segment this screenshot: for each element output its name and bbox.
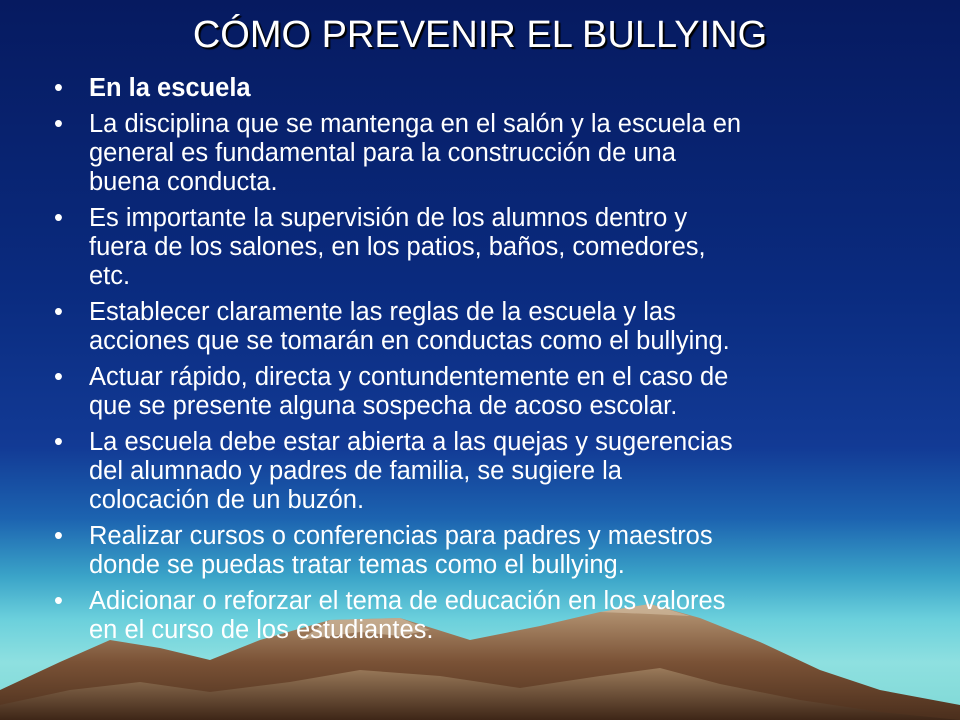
bullet-item xyxy=(54,522,934,580)
bullet-dot: • xyxy=(54,522,63,550)
slide-title: CÓMO PREVENIR EL BULLYING xyxy=(192,14,768,56)
bullet-dot: • xyxy=(54,204,63,232)
bullet-item xyxy=(54,298,934,356)
bullet-item xyxy=(54,428,934,515)
bullet-item xyxy=(54,363,934,421)
bullet-item xyxy=(54,587,934,645)
bullet-dot: • xyxy=(54,363,63,391)
bullet-dot: • xyxy=(54,74,63,102)
bullet-text: Establecer claramente las reglas de la escuela y las acciones que se tomarán en conductas como el bullying. xyxy=(89,298,730,355)
bullet-text: Actuar rápido, directa y contundentemente en el caso de que se presente alguna sospecha de acoso escolar. xyxy=(89,363,729,420)
bullet-dot: • xyxy=(54,587,63,615)
bullet-dot: • xyxy=(54,428,63,456)
bullet-text: Es importante la supervisión de los alumnos dentro y fuera de los salones, en los patios, baños, comedores, etc. xyxy=(89,204,706,290)
bullet-list xyxy=(54,74,934,652)
bullet-text: La escuela debe estar abierta a las quejas y sugerencias del alumnado y padres de familia, se sugiere la colocación de un buzón. xyxy=(89,428,733,514)
bullet-dot: • xyxy=(54,110,63,138)
bullet-item xyxy=(54,204,934,291)
bullet-text: La disciplina que se mantenga en el salón y la escuela en general es fundamental para la construcción de una buena conducta. xyxy=(89,110,742,196)
bullet-item xyxy=(54,74,934,103)
bullet-text: Realizar cursos o conferencias para padres y maestros donde se puedas tratar temas como el bullying. xyxy=(89,522,713,579)
bullet-text: Adicionar o reforzar el tema de educación en los valores en el curso de los estudiantes. xyxy=(89,587,726,644)
bullet-item xyxy=(54,110,934,197)
bullet-dot: • xyxy=(54,298,63,326)
bullet-text: En la escuela xyxy=(89,74,251,102)
